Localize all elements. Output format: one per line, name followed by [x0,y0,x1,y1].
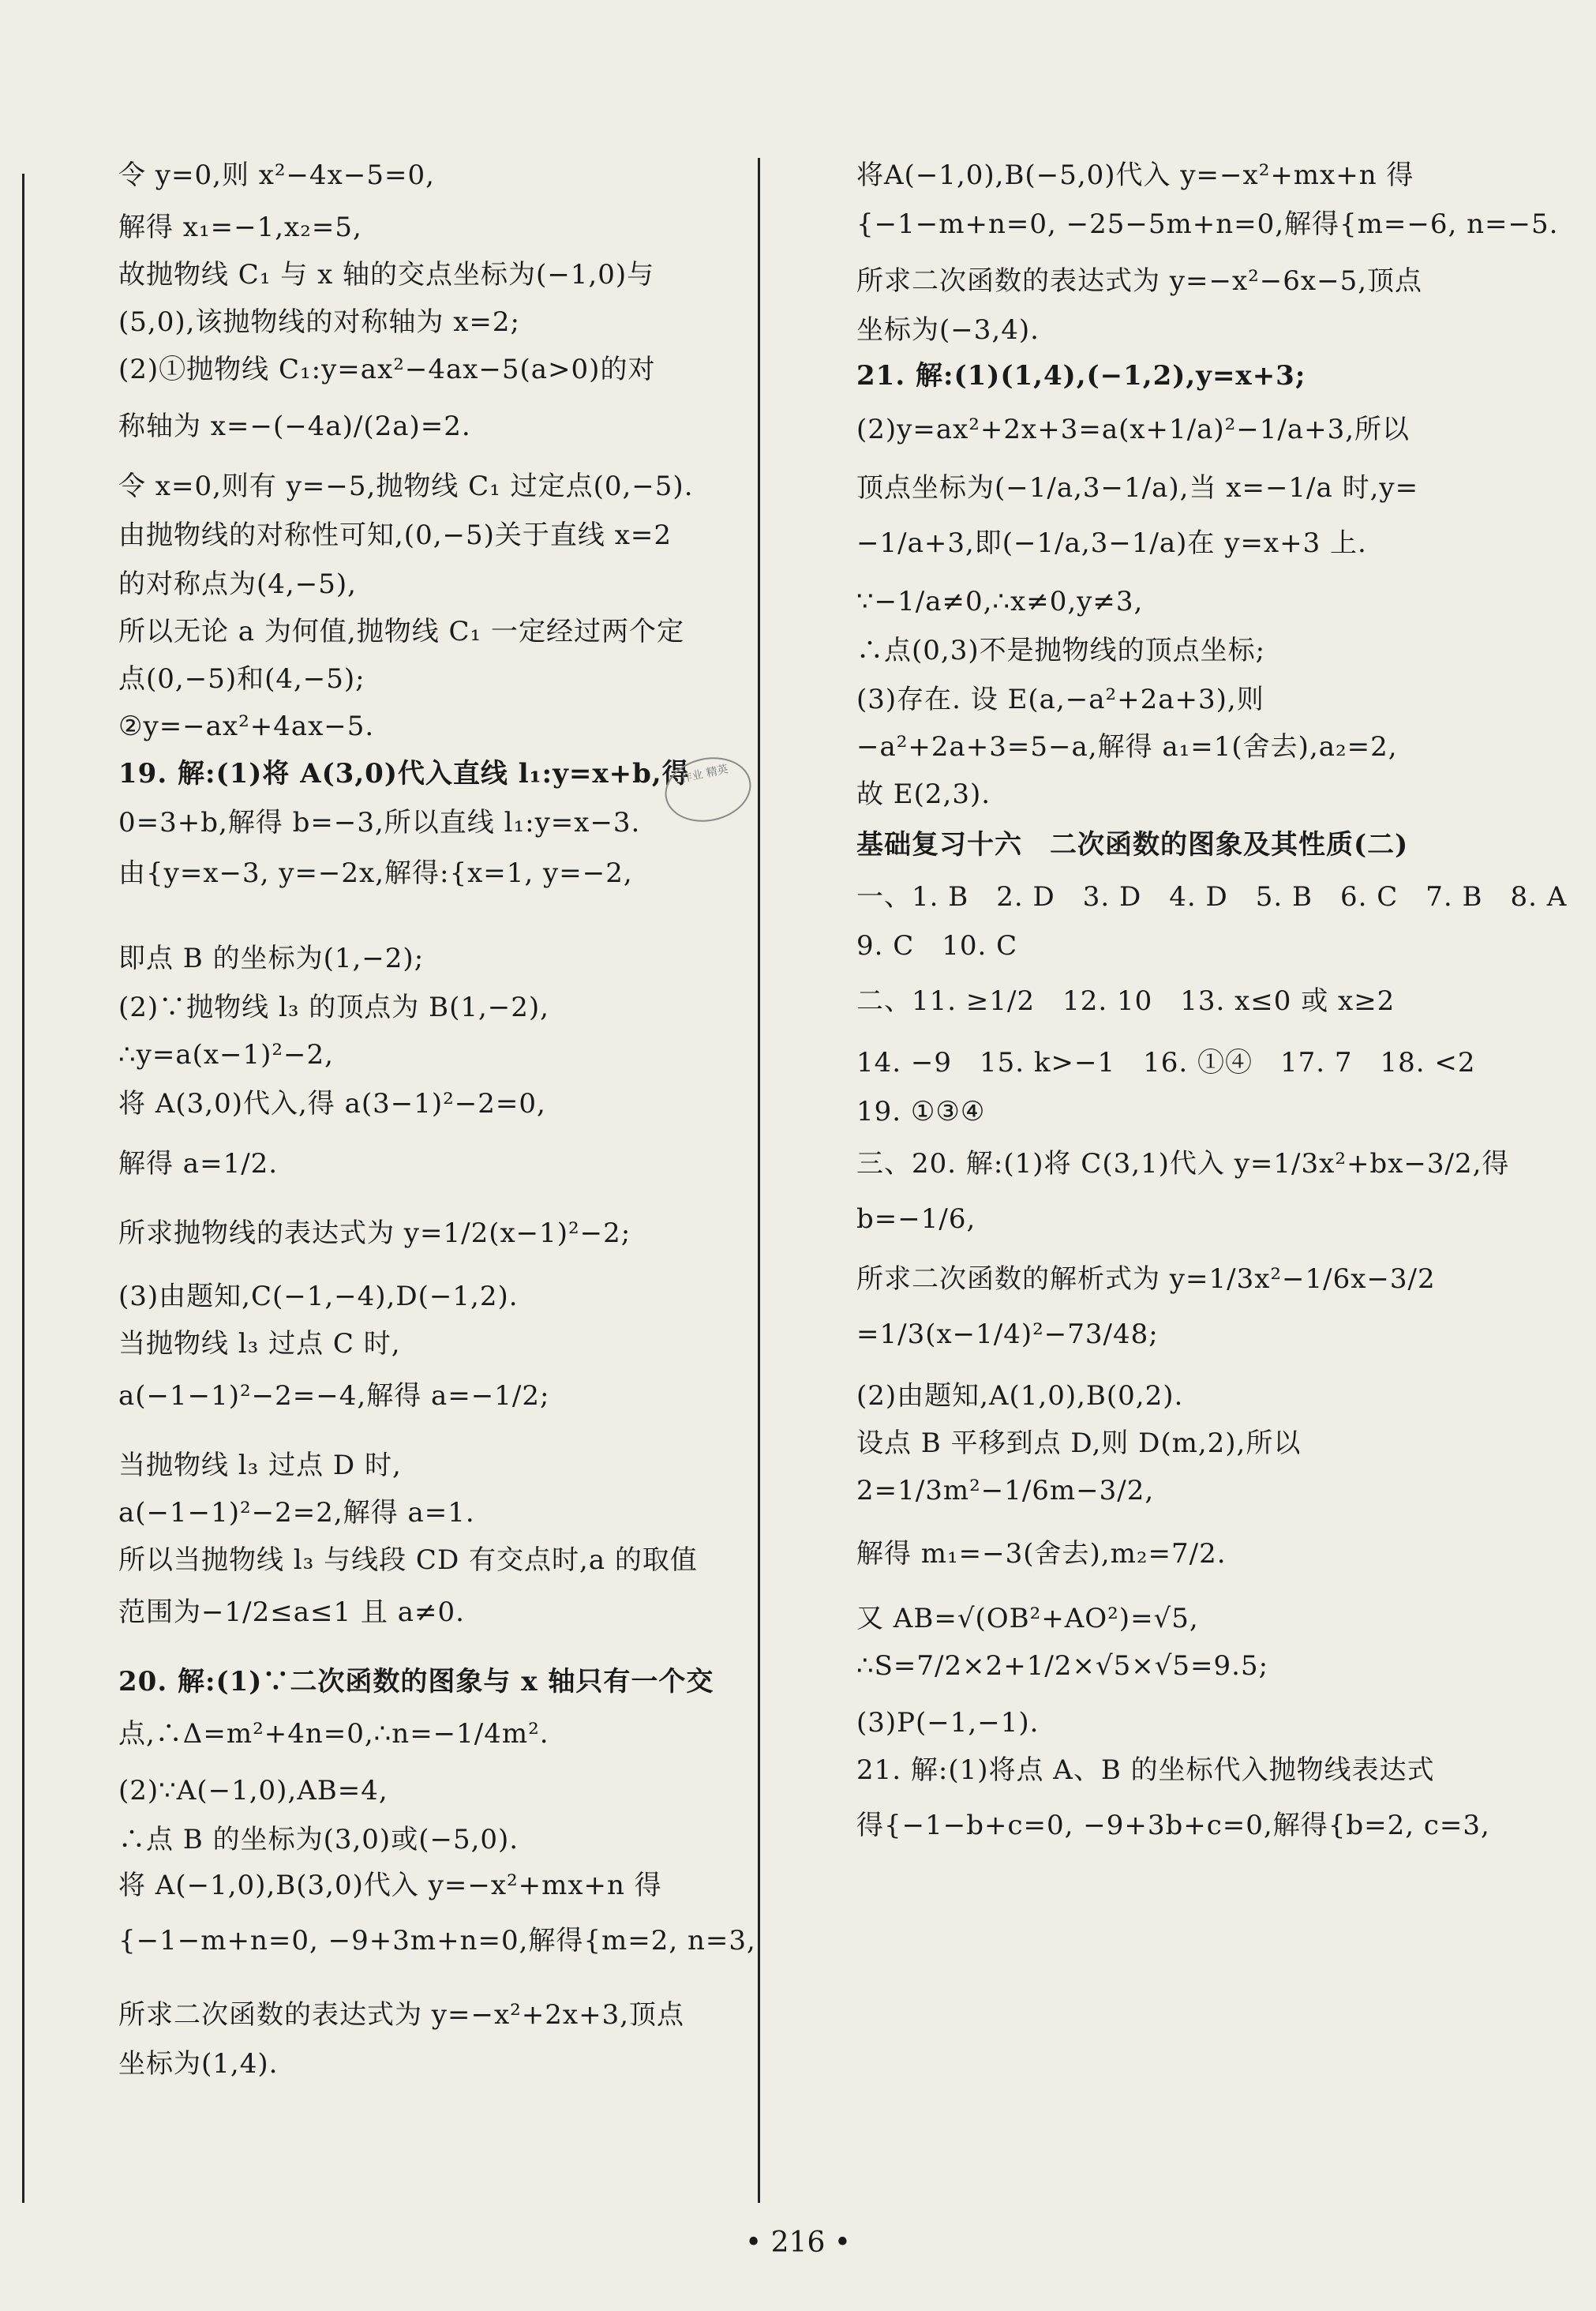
text-line: 将 A(−1,0),B(3,0)代入 y=−x²+mx+n 得 [118,1870,662,1901]
text-line: 解得 m₁=−3(舍去),m₂=7/2. [856,1538,1227,1570]
text-line: 即点 B 的坐标为(1,−2); [118,943,425,974]
text-line: (2)∵A(−1,0),AB=4, [118,1775,388,1806]
text-line: 范围为−1/2≤a≤1 且 a≠0. [118,1596,465,1628]
text-line: a(−1−1)²−2=2,解得 a=1. [118,1497,475,1529]
text-line: ∴S=7/2×2+1/2×√5×√5=9.5; [856,1650,1269,1682]
text-line: 9. C 10. C [856,930,1018,962]
text-line: −1/a+3,即(−1/a,3−1/a)在 y=x+3 上. [856,527,1367,559]
text-line: 称轴为 x=−(−4a)/(2a)=2. [118,411,471,442]
stamp-text: 作业 精英 [680,763,730,786]
text-line: (2)①抛物线 C₁:y=ax²−4ax−5(a>0)的对 [118,354,656,385]
text-line: 解得 a=1/2. [118,1148,279,1180]
text-line: ∵−1/a≠0,∴x≠0,y≠3, [856,586,1144,617]
text-line: (3)P(−1,−1). [856,1707,1040,1739]
text-line: 20. 解:(1)∵二次函数的图象与 x 轴只有一个交 [118,1666,714,1698]
text-line: −a²+2a+3=5−a,解得 a₁=1(舍去),a₂=2, [856,731,1398,763]
text-line: 0=3+b,解得 b=−3,所以直线 l₁:y=x−3. [118,807,641,838]
text-line: 坐标为(−3,4). [856,314,1040,346]
text-line: 故抛物线 C₁ 与 x 轴的交点坐标为(−1,0)与 [118,259,655,291]
text-line: 14. −9 15. k>−1 16. ①④ 17. 7 18. <2 [856,1047,1476,1079]
text-line: 的对称点为(4,−5), [118,568,357,600]
text-line: 由{y=x−3, y=−2x,解得:{x=1, y=−2, [118,857,633,889]
text-line: 21. 解:(1)将点 A、B 的坐标代入抛物线表达式 [856,1754,1435,1786]
column-divider-rule [758,158,760,2203]
page-number: • 216 • [744,2227,852,2259]
text-line: 又 AB=√(OB²+AO²)=√5, [856,1603,1199,1634]
text-line: 所求二次函数的表达式为 y=−x²−6x−5,顶点 [856,265,1423,297]
text-line: (3)存在. 设 E(a,−a²+2a+3),则 [856,684,1264,715]
text-line: 所求二次函数的解析式为 y=1/3x²−1/6x−3/2 [856,1263,1436,1295]
text-line: 故 E(2,3). [856,778,991,810]
text-line: (2)y=ax²+2x+3=a(x+1/a)²−1/a+3,所以 [856,414,1411,445]
text-line: (2)∵抛物线 l₃ 的顶点为 B(1,−2), [118,992,549,1023]
text-line: 点,∴Δ=m²+4n=0,∴n=−1/4m². [118,1718,549,1750]
text-line: 所以当抛物线 l₃ 与线段 CD 有交点时,a 的取值 [118,1544,698,1576]
text-line: 当抛物线 l₃ 过点 D 时, [118,1450,402,1481]
text-line: 二、11. ≥1/2 12. 10 13. x≤0 或 x≥2 [856,985,1396,1017]
text-line: {−1−m+n=0, −25−5m+n=0,解得{m=−6, n=−5. [856,208,1559,240]
text-line: 将A(−1,0),B(−5,0)代入 y=−x²+mx+n 得 [856,159,1414,191]
text-line: 所求抛物线的表达式为 y=1/2(x−1)²−2; [118,1217,631,1249]
text-line: 由抛物线的对称性可知,(0,−5)关于直线 x=2 [118,520,672,551]
text-line: (5,0),该抛物线的对称轴为 x=2; [118,306,520,338]
text-line: 将 A(3,0)代入,得 a(3−1)²−2=0, [118,1088,546,1120]
text-line: 点(0,−5)和(4,−5); [118,663,365,695]
text-line: 所以无论 a 为何值,抛物线 C₁ 一定经过两个定 [118,616,684,647]
text-line: {−1−m+n=0, −9+3m+n=0,解得{m=2, n=3, [118,1925,756,1956]
text-line: (2)由题知,A(1,0),B(0,2). [856,1380,1184,1412]
left-margin-rule [22,174,24,2203]
text-line: b=−1/6, [856,1203,976,1235]
text-line: 令 x=0,则有 y=−5,抛物线 C₁ 过定点(0,−5). [118,471,694,502]
text-line: 19. 解:(1)将 A(3,0)代入直线 l₁:y=x+b,得 [118,758,690,790]
text-line: 解得 x₁=−1,x₂=5, [118,212,362,243]
text-line: ∴y=a(x−1)²−2, [118,1039,334,1071]
text-line: (3)由题知,C(−1,−4),D(−1,2). [118,1281,519,1312]
text-line: 令 y=0,则 x²−4x−5=0, [118,159,435,191]
text-line: 三、20. 解:(1)将 C(3,1)代入 y=1/3x²+bx−3/2,得 [856,1148,1510,1180]
text-line: 得{−1−b+c=0, −9+3b+c=0,解得{b=2, c=3, [856,1810,1490,1841]
text-line: 设点 B 平移到点 D,则 D(m,2),所以 [856,1427,1302,1459]
text-line: 顶点坐标为(−1/a,3−1/a),当 x=−1/a 时,y= [856,472,1419,504]
text-line: ∴点 B 的坐标为(3,0)或(−5,0). [118,1824,519,1855]
text-line: 21. 解:(1)(1,4),(−1,2),y=x+3; [856,360,1306,392]
text-line: =1/3(x−1/4)²−73/48; [856,1319,1159,1350]
text-line: a(−1−1)²−2=−4,解得 a=−1/2; [118,1380,550,1412]
text-line: 19. ①③④ [856,1096,986,1127]
text-line: ∴点(0,3)不是抛物线的顶点坐标; [856,635,1266,666]
text-line: ②y=−ax²+4ax−5. [118,711,375,742]
text-line: 所求二次函数的表达式为 y=−x²+2x+3,顶点 [118,1999,685,2031]
text-line: 坐标为(1,4). [118,2048,279,2080]
text-line: 基础复习十六 二次函数的图象及其性质(二) [856,829,1409,861]
text-line: 当抛物线 l₃ 过点 C 时, [118,1328,401,1360]
text-line: 2=1/3m²−1/6m−3/2, [856,1475,1155,1506]
text-line: 一、1. B 2. D 3. D 4. D 5. B 6. C 7. B 8. A [856,881,1568,913]
